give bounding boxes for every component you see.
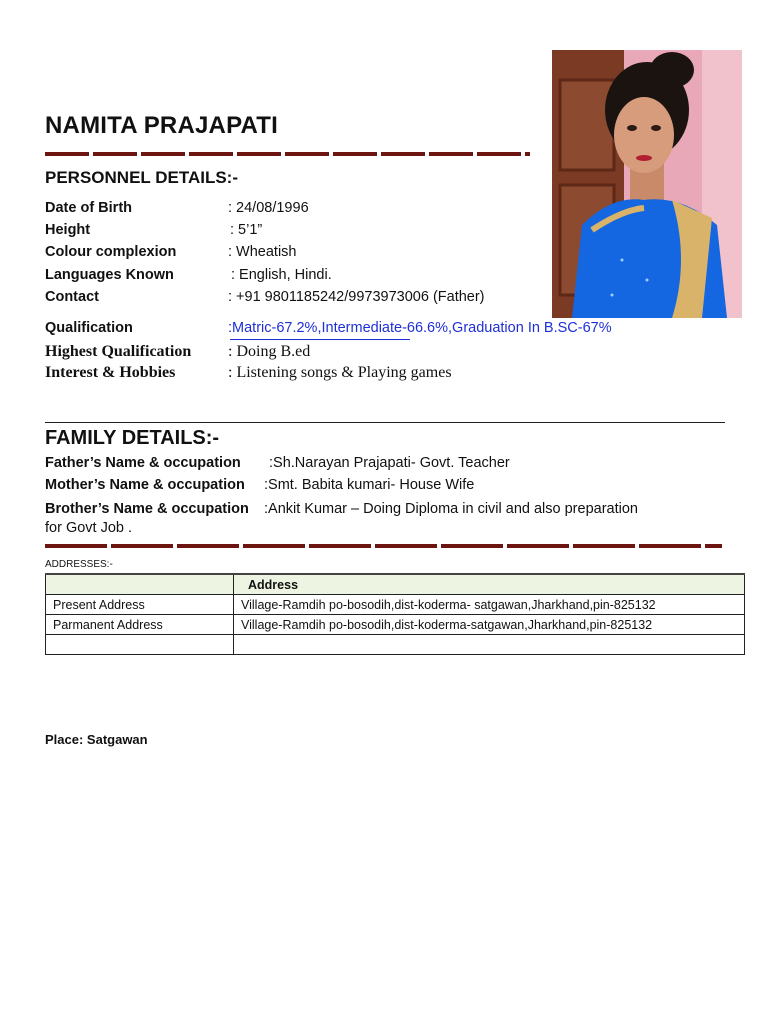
contact-label: Contact [45, 289, 99, 305]
addresses-heading: ADDRESSES:- [45, 559, 113, 570]
address-table [45, 573, 745, 655]
table-row [46, 615, 745, 635]
father-label: Father’s Name & occupation [45, 455, 241, 471]
qualification-value: :Matric-67.2%,Intermediate-66.6%,Graduation In B.SC-67% [228, 320, 612, 336]
section-divider [45, 422, 725, 423]
personnel-heading: PERSONNEL DETAILS:- [45, 168, 238, 187]
profile-photo [552, 50, 742, 318]
highest-qualification-value: : Doing B.ed [228, 343, 311, 360]
father-value: :Sh.Narayan Prajapati- Govt. Teacher [269, 455, 510, 471]
brother-value: :Ankit Kumar – Doing Diploma in civil and also preparation [264, 501, 638, 517]
address-value-cell [234, 635, 745, 655]
family-heading: FAMILY DETAILS:- [45, 427, 220, 449]
address-value-cell: Village-Ramdih po-bosodih,dist-koderma-satgawan,Jharkhand,pin-825132 [234, 615, 745, 635]
address-type-cell [46, 635, 234, 655]
header-empty-cell [46, 574, 234, 595]
complexion-value: : Wheatish [228, 244, 297, 260]
brother-value-continued: for Govt Job . [45, 520, 133, 536]
languages-label: Languages Known [45, 267, 174, 283]
family-divider [45, 544, 722, 548]
dob-value: : 24/08/1996 [228, 200, 309, 216]
height-label: Height [45, 222, 91, 238]
name-divider [45, 152, 530, 156]
candidate-name: NAMITA PRAJAPATI [45, 112, 278, 139]
mother-value: :Smt. Babita kumari- House Wife [264, 477, 475, 493]
hobbies-value: : Listening songs & Playing games [228, 364, 452, 381]
qualification-label: Qualification [45, 320, 133, 336]
place-label: Place: Satgawan [45, 732, 148, 747]
table-row [46, 635, 745, 655]
complexion-label: Colour complexion [45, 244, 177, 260]
address-type-cell: Present Address [46, 595, 234, 615]
table-row [46, 595, 745, 615]
address-value-cell: Village-Ramdih po-bosodih,dist-koderma- satgawan,Jharkhand,pin-825132 [234, 595, 745, 615]
dob-label: Date of Birth [45, 200, 132, 216]
languages-value: : English, Hindi. [231, 267, 332, 283]
brother-label: Brother’s Name & occupation [45, 501, 249, 517]
address-column-header: Address [234, 574, 745, 595]
address-table-header [46, 574, 745, 595]
qualification-underline [230, 339, 410, 340]
hobbies-label: Interest & Hobbies [45, 364, 176, 381]
highest-qualification-label: Highest Qualification [45, 343, 192, 360]
height-value: : 5’1” [230, 222, 263, 238]
contact-value: : +91 9801185242/9973973006 (Father) [228, 289, 485, 305]
mother-label: Mother’s Name & occupation [45, 477, 245, 493]
address-type-cell: Parmanent Address [46, 615, 234, 635]
